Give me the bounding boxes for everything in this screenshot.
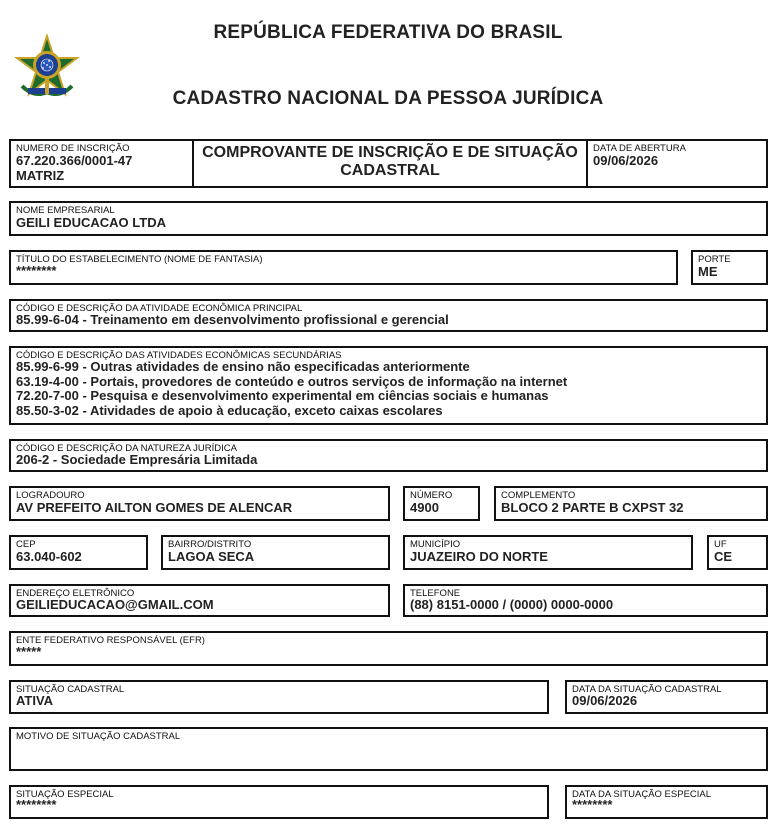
numero-label: NÚMERO [410,490,453,501]
data-situacao-label: DATA DA SITUAÇÃO CADASTRAL [572,684,722,695]
titulo-estabelecimento-label: TÍTULO DO ESTABELECIMENTO (NOME DE FANTASIA) [16,254,263,265]
municipio-label: MUNICÍPIO [410,539,461,550]
logradouro-label: LOGRADOURO [16,490,85,501]
inscricao-tipo: MATRIZ [16,168,65,183]
abertura-box [586,139,768,188]
uf-label: UF [714,539,727,550]
abertura-value: 09/06/2026 [593,153,659,168]
municipio-value: JUAZEIRO DO NORTE [410,549,548,564]
situacao-cadastral-box [9,680,549,714]
bairro-box [161,535,390,570]
email-label: ENDEREÇO ELETRÔNICO [16,588,135,599]
logradouro-value: AV PREFEITO AILTON GOMES DE ALENCAR [16,500,293,515]
titulo-estabelecimento-value: ******** [16,263,57,278]
cep-value: 63.040-602 [16,549,82,564]
telefone-box [403,584,768,617]
porte-label: PORTE [698,254,731,265]
comprovante-title-line1: COMPROVANTE DE INSCRIÇÃO E DE SITUAÇÃO [202,144,578,161]
nome-empresarial-label: NOME EMPRESARIAL [16,205,115,216]
nome-empresarial-box [9,201,768,236]
porte-box [691,250,768,285]
uf-box [707,535,768,570]
uf-value: CE [714,549,733,564]
inscricao-value: 67.220.366/0001-47 [16,153,133,168]
telefone-value: (88) 8151-0000 / (0000) 0000-0000 [410,597,614,612]
data-situacao-box [565,680,768,714]
atividade-secundaria-item: 85.50-3-02 - Atividades de apoio à educação, exceto caixas escolares [16,402,443,418]
header-title: REPÚBLICA FEDERATIVA DO BRASIL [213,22,563,43]
efr-value: ***** [16,644,42,659]
bairro-label: BAIRRO/DISTRITO [168,539,252,550]
atividades-secundarias-label: CÓDIGO E DESCRIÇÃO DAS ATIVIDADES ECONÔMICAS SECUNDÁRIAS [16,350,342,361]
atividade-principal-label: CÓDIGO E DESCRIÇÃO DA ATIVIDADE ECONÔMICA PRINCIPAL [16,303,303,314]
data-situacao-especial-label: DATA DA SITUAÇÃO ESPECIAL [572,789,712,800]
porte-value: ME [698,264,718,279]
bairro-value: LAGOA SECA [168,549,255,564]
cep-label: CEP [16,539,36,550]
atividade-secundaria-item: 85.99-6-99 - Outras atividades de ensino não especificadas anteriormente [16,359,470,374]
data-situacao-especial-value: ******** [572,797,613,812]
abertura-label: DATA DE ABERTURA [593,143,686,154]
telefone-label: TELEFONE [410,588,461,599]
cep-box [9,535,148,570]
data-situacao-value: 09/06/2026 [572,693,638,708]
numero-value: 4900 [410,500,439,515]
nome-empresarial-value: GEILI EDUCACAO LTDA [16,215,166,230]
numero-box [403,486,480,521]
motivo-label: MOTIVO DE SITUAÇÃO CADASTRAL [16,731,181,742]
situacao-especial-label: SITUAÇÃO ESPECIAL [16,789,114,800]
efr-box [9,631,768,666]
situacao-cadastral-label: SITUAÇÃO CADASTRAL [16,684,125,695]
data-situacao-especial-box [565,785,768,819]
natureza-juridica-box [9,439,768,472]
natureza-juridica-label: CÓDIGO E DESCRIÇÃO DA NATUREZA JURÍDICA [16,443,237,454]
complemento-box [494,486,768,521]
header-subtitle: CADASTRO NACIONAL DA PESSOA JURÍDICA [172,88,604,109]
complemento-value: BLOCO 2 PARTE B CXPST 32 [501,500,684,515]
email-value: GEILIEDUCACAO@GMAIL.COM [16,597,214,612]
comprovante-box [192,139,588,188]
atividade-principal-box [9,299,768,332]
comprovante-title-line2: CADASTRAL [340,162,440,179]
atividade-secundaria-item: 72.20-7-00 - Pesquisa e desenvolvimento experimental em ciências sociais e humanas [16,388,549,403]
atividades-secundarias-box [9,346,768,425]
complemento-label: COMPLEMENTO [501,490,576,501]
municipio-box [403,535,693,570]
situacao-especial-box [9,785,549,819]
atividade-principal-value: 85.99-6-04 - Treinamento em desenvolvimento profissional e gerencial [16,312,449,327]
titulo-estabelecimento-box [9,250,678,285]
email-box [9,584,390,617]
natureza-juridica-value: 206-2 - Sociedade Empresária Limitada [16,452,258,467]
inscricao-label: NUMERO DE INSCRIÇÃO [16,143,130,154]
motivo-box [9,727,768,771]
atividade-secundaria-item: 63.19-4-00 - Portais, provedores de conteúdo e outros serviços de informação na internet [16,373,568,389]
logradouro-box [9,486,390,521]
inscricao-box [9,139,194,188]
efr-label: ENTE FEDERATIVO RESPONSÁVEL (EFR) [16,635,205,646]
situacao-especial-value: ******** [16,797,57,812]
situacao-cadastral-value: ATIVA [16,693,54,708]
